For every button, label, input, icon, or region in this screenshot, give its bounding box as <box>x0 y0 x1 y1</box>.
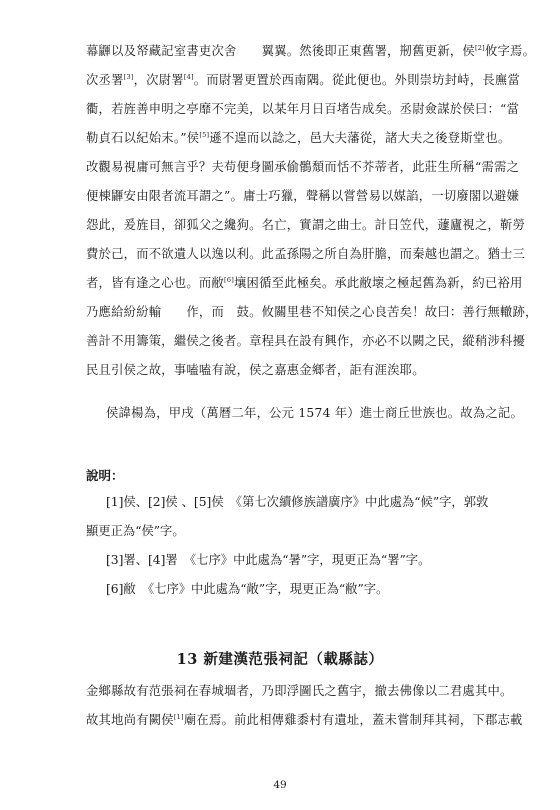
text-line: 費於己，而不欲遺人以逸以利。此孟孫陽之所自為肝膽，而秦越也謂之。猶士三 <box>86 247 526 261</box>
text-line: 幕鼲以及帑藏記室書吏次舍 翼翼。然後即正東舊署，剏舊更新，侯[2]攸字焉。 <box>86 44 536 58</box>
footnote-line: [1]侯、[2]侯 、[5]侯 《第七次續修族譜廣序》中此處為“候”字，郭敦 <box>106 495 489 509</box>
text-line: 乃應給紛紛輸 作，而 鼓。攸關里巷不知侯之心良苦矣！故曰：善行無轍跡， <box>86 305 538 319</box>
footnote-line: 顯更正為“侯”字。 <box>86 524 185 538</box>
footnote <box>86 488 490 546</box>
section-title: 13 新建漢范張祠記（載縣誌） <box>176 651 384 668</box>
text-line: 衢，若旌善申明之亭靡不完美，以某年月日百堵告成矣。丞尉僉謀於侯曰：“當 <box>86 102 520 116</box>
footnote <box>106 546 490 575</box>
text-line: 民且引侯之故，事嗑嗑有說，侯之嘉惠金鄉者，詎有涯涘耶。 <box>86 363 425 377</box>
page-number: 49 <box>273 779 287 791</box>
footnote-line: [3]署、[4]署 《七序》中此處為“暑”字，現更正為“署”字。 <box>106 553 431 567</box>
text-line: 善計不用籌策，繼侯之後者。章程具在設有興作，亦必不以闕之民，縱稍涉科擾 <box>86 334 526 348</box>
paragraph-2-text: 侯諱楊為，甲戌（萬曆二年，公元 1574 年）進士商丘世族也。故為之記。 <box>106 406 524 420</box>
text-line: 金鄉縣故有范張祠在春城堌者，乃即浮圖氏之舊宇，撤去佛像以二君處其中。 <box>86 684 513 698</box>
text-line: 故其地尚有闕侯[1]廟在焉。前此相傳雞黍村有遺址，蓋未嘗制拜其祠，下郡志載 <box>86 713 523 727</box>
paragraph-3 <box>86 677 523 735</box>
text-line: 者，皆有逢之心也。而敝[6]壤困循至此極矣。承此敝壞之極起舊為新，約已裕用 <box>86 276 523 290</box>
explanation-heading: 說明： <box>86 468 124 483</box>
footnote-line: [6]敝 《七序》中此處為“敞”字，現更正為“敝”字。 <box>106 582 389 596</box>
footnote <box>106 575 490 604</box>
text-line: 便棟鼲安由限者流耳謂之”。庸士巧獵，聲稱以嘗營易以媒諂，一切廢閣以避嫌 <box>86 189 520 203</box>
text-line: 怨此，爰旌目，卻狐父之纔狗。名亡，實謂之曲士。計日笠代，蘧廬視之，靳勞 <box>86 218 526 232</box>
paragraph-2 <box>106 399 524 428</box>
text-line: 次丞署[3]，次尉署[4]。而尉署更置於西南隅。從此便也。外則崇坊封峙，長廡當 <box>86 73 521 87</box>
paragraph-1 <box>86 37 538 385</box>
text-line: 勒貞石以紀始末。”侯[5]遜不遑而以諗之，邑大夫藩從，諸大夫之後登斯堂也。 <box>86 131 511 145</box>
text-line: 改觀易視庸可無言乎？夫苟便身圖承偷鶻頹而恬不芥蒂者，此莊生所稱“需需之 <box>86 160 520 174</box>
